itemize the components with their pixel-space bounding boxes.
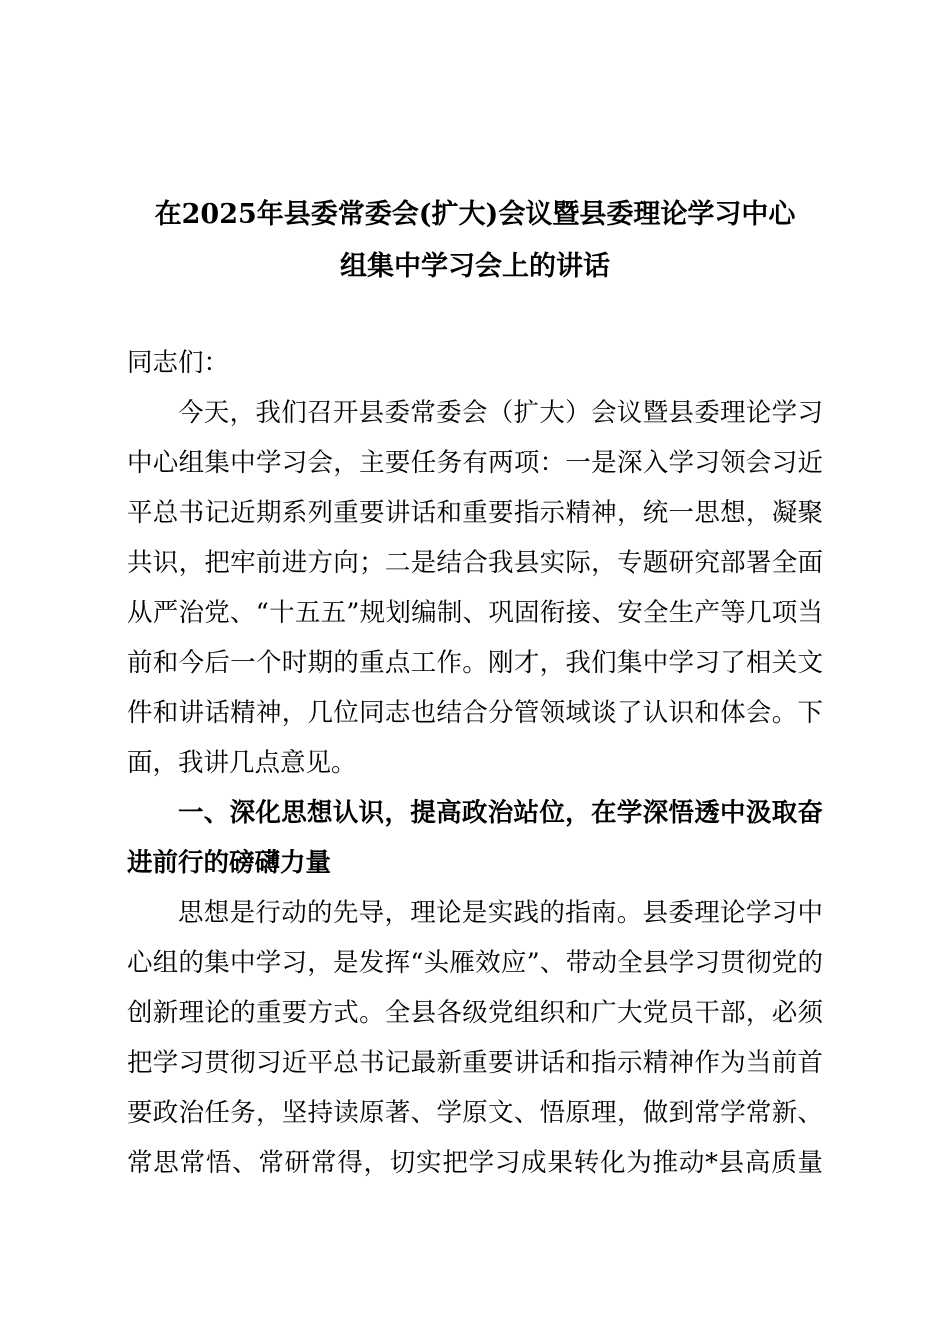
text-line: 前和今后一个时期的重点工作。刚才，我们集中学习了相关文 — [127, 648, 823, 678]
text-line: 思想是行动的先导，理论是实践的指南。县委理论学习中 — [178, 898, 823, 928]
document-body — [127, 338, 823, 1188]
section-heading-1 — [127, 788, 823, 888]
salutation: 同志们： — [127, 348, 230, 378]
text-line: 中心组集中学习会，主要任务有两项：一是深入学习领会习近 — [127, 448, 823, 478]
text-line: 今天，我们召开县委常委会（扩大）会议暨县委理论学习 — [178, 398, 823, 428]
text-line: 件和讲话精神，几位同志也结合分管领域谈了认识和体会。下 — [127, 698, 823, 728]
text-line: 创新理论的重要方式。全县各级党组织和广大党员干部，必须 — [127, 998, 823, 1028]
text-line: 把学习贯彻习近平总书记最新重要讲话和指示精神作为当前首 — [127, 1048, 823, 1078]
document-title — [0, 189, 950, 293]
heading-line: 进前行的磅礴力量 — [127, 848, 332, 878]
text-line: 常思常悟、常研常得，切实把学习成果转化为推动*县高质量 — [127, 1148, 823, 1178]
text-line: 共识，把牢前进方向；二是结合我县实际，专题研究部署全面 — [127, 548, 823, 578]
paragraph-1 — [127, 388, 823, 788]
paragraph-2 — [127, 888, 823, 1188]
text-line: 面，我讲几点意见。 — [127, 748, 357, 778]
text-line: 平总书记近期系列重要讲话和重要指示精神，统一思想，凝聚 — [127, 498, 823, 528]
text-line: 要政治任务，坚持读原著、学原文、悟原理，做到常学常新、 — [127, 1098, 823, 1128]
title-line: 组集中学习会上的讲话 — [340, 251, 610, 282]
text-line: 从严治党、“十五五”规划编制、巩固衔接、安全生产等几项当 — [127, 598, 823, 628]
title-line: 在2025年县委常委会(扩大)会议暨县委理论学习中心 — [154, 199, 796, 230]
heading-line: 一、深化思想认识，提高政治站位，在学深悟透中汲取奋 — [178, 798, 823, 828]
text-line: 心组的集中学习，是发挥“头雁效应”、带动全县学习贯彻党的 — [127, 948, 823, 978]
